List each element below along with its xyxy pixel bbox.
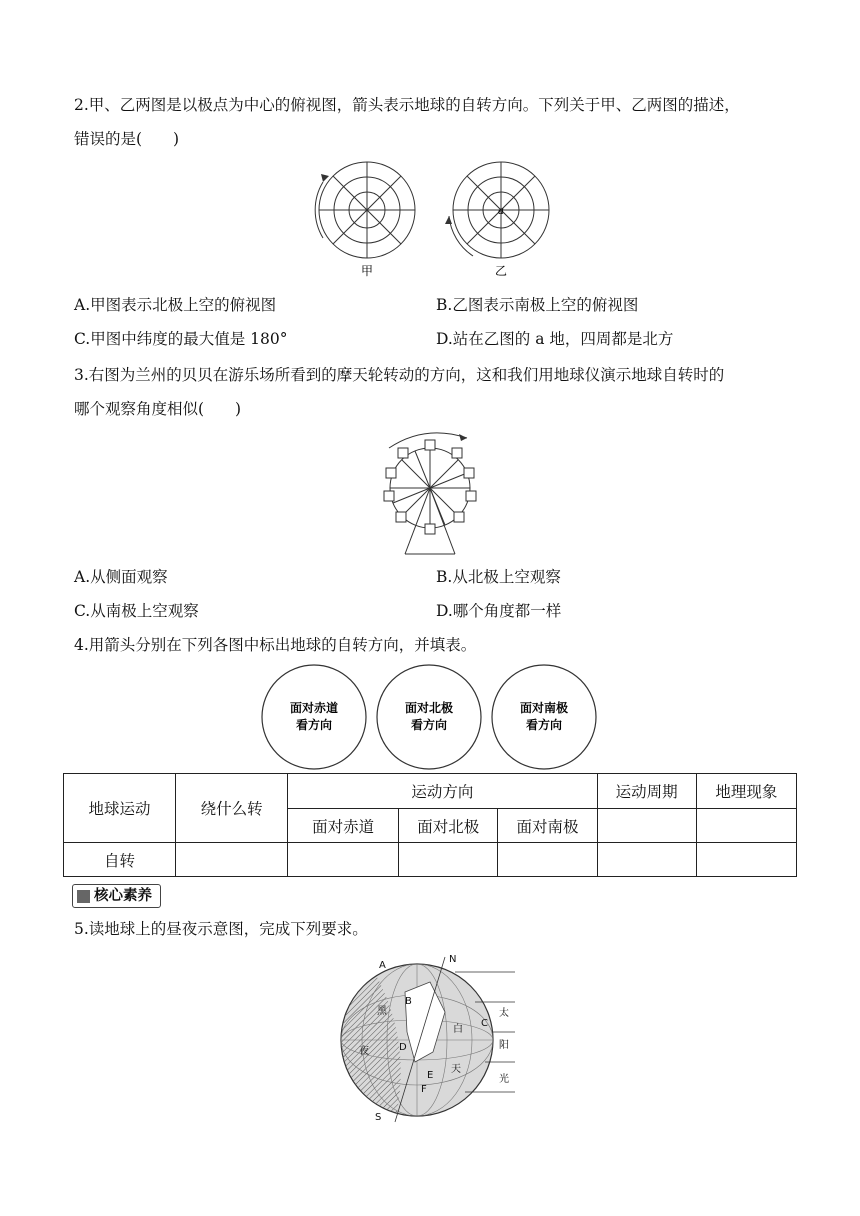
q2-option-c[interactable]: C.甲图中纬度的最大值是 180° (74, 330, 288, 348)
header-axis: 绕什么转 (176, 774, 288, 843)
label-sun2: 阳 (499, 1040, 509, 1051)
row-rotation-label: 自转 (64, 843, 176, 877)
earth-motion-table (63, 773, 797, 877)
q3-option-d[interactable]: D.哪个角度都一样 (436, 602, 562, 620)
cube-icon (77, 890, 90, 903)
figure-jia (315, 162, 415, 258)
q2-stem-line2: 错误的是( ) (74, 130, 180, 148)
header-period: 运动周期 (597, 774, 696, 809)
label-N: N (449, 954, 457, 965)
q3-option-b[interactable]: B.从北极上空观察 (436, 568, 561, 586)
subheader-equator: 面对赤道 (288, 809, 399, 843)
circle2-line1: 面对北极 (404, 701, 454, 715)
q2-stem-line1: 2.甲、乙两图是以极点为中心的俯视图，箭头表示地球的自转方向。下列关于甲、乙两图的描述， (74, 96, 740, 114)
label-jia: 甲 (360, 264, 374, 278)
cell-answer[interactable] (288, 843, 399, 877)
subheader-south: 面对南极 (498, 809, 597, 843)
q3-option-c[interactable]: C.从南极上空观察 (74, 602, 199, 620)
label-E: E (427, 1070, 434, 1081)
label-sun3: 光 (499, 1074, 509, 1085)
label-D: D (399, 1042, 407, 1053)
label-B: B (405, 996, 412, 1007)
q2-option-a[interactable]: A.甲图表示北极上空的俯视图 (74, 296, 277, 314)
circle-equator-view (262, 665, 366, 769)
circle3-line2: 看方向 (525, 718, 563, 732)
q4-circles (260, 664, 620, 774)
label-day2: 天 (451, 1064, 461, 1075)
ferris-wheel-figure (375, 428, 485, 558)
rotation-arrow-yi (445, 216, 452, 224)
q2-option-b[interactable]: B.乙图表示南极上空的俯视图 (436, 296, 639, 314)
label-A: A (379, 960, 386, 971)
q3-stem-line2: 哪个观察角度相似( ) (74, 400, 242, 418)
rotation-arrow-jia (321, 174, 329, 182)
circle-south-pole-view (492, 665, 596, 769)
q3-option-a[interactable]: A.从侧面观察 (74, 568, 168, 586)
label-S: S (375, 1112, 382, 1123)
cell-answer[interactable] (597, 843, 696, 877)
cell-answer[interactable] (498, 843, 597, 877)
point-a-label: a (498, 206, 504, 217)
q3-stem-line1: 3.右图为兰州的贝贝在游乐场所看到的摩天轮转动的方向，这和我们用地球仪演示地球自转时的 (74, 366, 725, 384)
circle1-line2: 看方向 (295, 718, 333, 732)
cell-answer[interactable] (696, 843, 796, 877)
q2-option-d[interactable]: D.站在乙图的 a 地，四周都是北方 (436, 330, 674, 348)
figure-yi (445, 162, 549, 258)
circle1-line1: 面对赤道 (289, 701, 339, 715)
arrow-head (459, 434, 467, 441)
label-sun1: 太 (499, 1008, 509, 1019)
cell-answer[interactable] (176, 843, 288, 877)
header-motion: 地球运动 (64, 774, 176, 843)
label-night2: 夜 (359, 1046, 369, 1057)
cell-empty[interactable] (696, 809, 796, 843)
circle2-line2: 看方向 (410, 718, 448, 732)
q2-polar-figures (305, 160, 565, 280)
label-day1: 白 (453, 1024, 463, 1035)
circle-north-pole-view (377, 665, 481, 769)
day-night-globe-figure (335, 952, 535, 1122)
section-badge (72, 884, 161, 908)
q4-stem: 4.用箭头分别在下列各图中标出地球的自转方向，并填表。 (74, 636, 477, 654)
header-direction: 运动方向 (288, 774, 597, 809)
label-F: F (421, 1084, 427, 1095)
circle3-line1: 面对南极 (519, 701, 569, 715)
cell-empty[interactable] (597, 809, 696, 843)
header-phenomena: 地理现象 (696, 774, 796, 809)
label-night1: 黑 (377, 1006, 387, 1017)
cell-answer[interactable] (399, 843, 498, 877)
label-C: C (481, 1018, 488, 1029)
section-title: 核心素养 (94, 888, 152, 904)
subheader-north: 面对北极 (399, 809, 498, 843)
q5-stem: 5.读地球上的昼夜示意图，完成下列要求。 (74, 920, 368, 938)
label-yi: 乙 (494, 264, 508, 278)
